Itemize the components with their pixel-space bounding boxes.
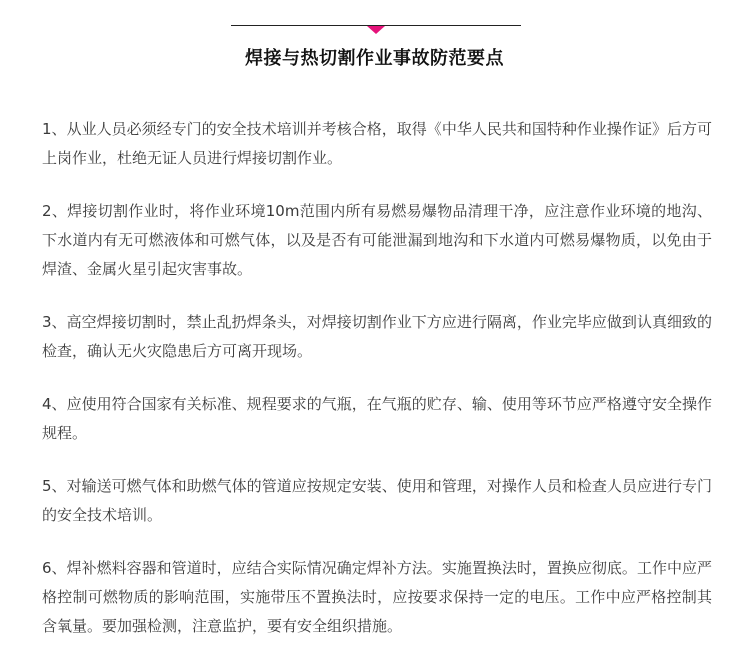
article-body [42, 115, 712, 665]
paragraph-3: 3、高空焊接切割时，禁止乱扔焊条头，对焊接切割作业下方应进行隔离，作业完毕应做到认真细致的检查，确认无火灾隐患后方可离开现场。 [42, 313, 712, 360]
header-triangle-marker [367, 26, 385, 34]
article-title: 焊接与热切割作业事故防范要点 [245, 48, 504, 69]
paragraph-5: 5、对输送可燃气体和助燃气体的管道应按规定安装、使用和管理，对操作人员和检查人员应进行专门的安全技术培训。 [42, 477, 712, 524]
paragraph-6: 6、焊补燃料容器和管道时，应结合实际情况确定焊补方法。实施置换法时，置换应彻底。工作中应严格控制可燃物质的影响范围，实施带压不置换法时，应按要求保持一定的电压。工作中应严格控制其含氧量。要加强检测，注意监护，要有安全组织措施。 [42, 559, 712, 635]
paragraph-4: 4、应使用符合国家有关标准、规程要求的气瓶，在气瓶的贮存、输、使用等环节应严格遵守安全操作规程。 [42, 395, 712, 442]
paragraph-2: 2、焊接切割作业时，将作业环境10m范围内所有易燃易爆物品清理干净，应注意作业环境的地沟、下水道内有无可燃液体和可燃气体，以及是否有可能泄漏到地沟和下水道内可燃易爆物质，以免由于焊渣、金属火星引起灾害事故。 [42, 202, 712, 278]
paragraph-1: 1、从业人员必须经专门的安全技术培训并考核合格，取得《中华人民共和国特种作业操作证》后方可上岗作业，杜绝无证人员进行焊接切割作业。 [42, 120, 712, 167]
